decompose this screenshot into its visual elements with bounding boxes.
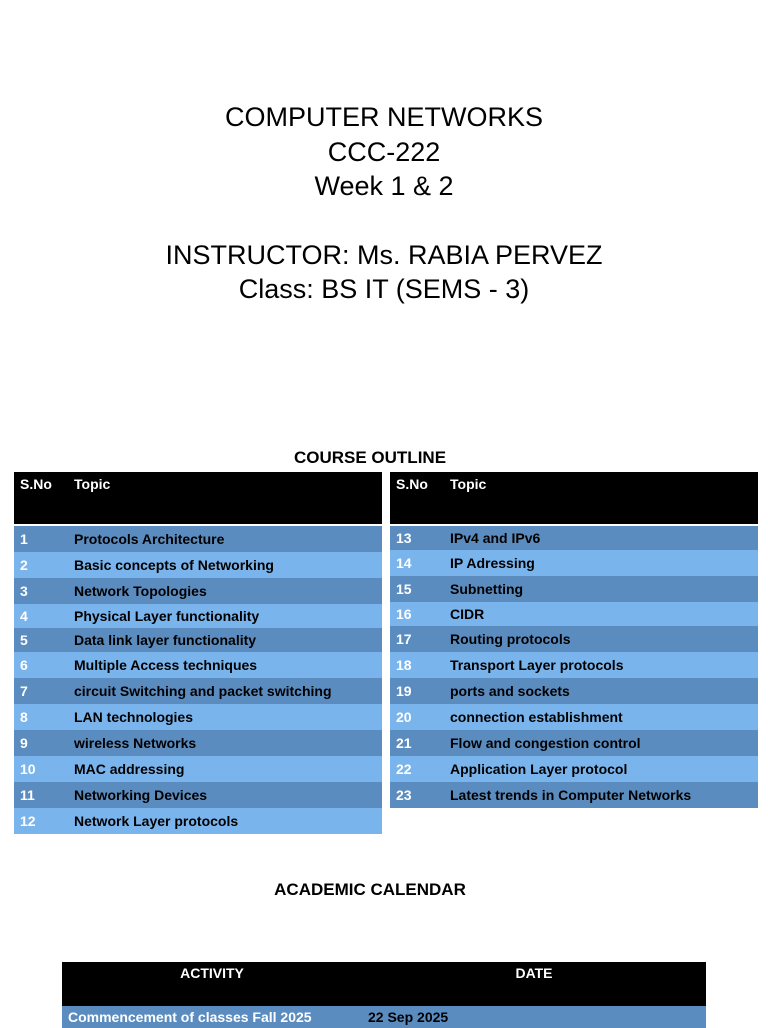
course-name: COMPUTER NETWORKS — [224, 102, 543, 132]
table-row — [14, 730, 382, 756]
header-sno: S.No — [390, 472, 444, 524]
row-sno: 18 — [390, 652, 444, 678]
row-sno: 10 — [14, 756, 68, 782]
table-row — [390, 550, 758, 576]
row-sno: 2 — [14, 552, 68, 578]
title-spacer — [0, 204, 768, 238]
table-row — [14, 782, 382, 808]
table-row — [14, 808, 382, 834]
row-topic: LAN technologies — [68, 704, 382, 730]
table-row — [14, 526, 382, 552]
row-sno: 15 — [390, 576, 444, 602]
academic-calendar-heading: ACADEMIC CALENDAR — [274, 880, 466, 899]
instructor-name: INSTRUCTOR: Ms. RABIA PERVEZ — [165, 239, 603, 270]
table-row — [390, 576, 758, 602]
row-sno: 9 — [14, 730, 68, 756]
table-row — [390, 756, 758, 782]
row-topic: circuit Switching and packet switching — [68, 678, 382, 704]
table-row — [14, 756, 382, 782]
row-topic: Physical Layer functionality — [68, 604, 382, 628]
row-sno: 7 — [14, 678, 68, 704]
outline-header-row — [14, 472, 382, 524]
row-topic: connection establishment — [444, 704, 758, 730]
row-sno: 3 — [14, 578, 68, 604]
table-row — [14, 578, 382, 604]
row-topic: Routing protocols — [444, 626, 758, 652]
course-outline-table-right — [390, 472, 758, 808]
course-code: CCC-222 — [327, 136, 441, 167]
row-sno: 19 — [390, 678, 444, 704]
table-row — [14, 628, 382, 652]
row-sno: 14 — [390, 550, 444, 576]
row-date: 22 Sep 2025 — [362, 1006, 706, 1028]
row-topic: Networking Devices — [68, 782, 382, 808]
outline-header-row — [390, 472, 758, 524]
course-outline-table-left — [14, 472, 382, 834]
row-sno: 8 — [14, 704, 68, 730]
table-row — [390, 626, 758, 652]
table-row — [14, 604, 382, 628]
row-topic: IPv4 and IPv6 — [444, 526, 758, 550]
class-label: Class: BS IT (SEMS - 3) — [238, 274, 530, 304]
table-row — [14, 552, 382, 578]
row-topic: MAC addressing — [68, 756, 382, 782]
row-topic: Subnetting — [444, 576, 758, 602]
table-row — [390, 602, 758, 626]
document-title-block — [0, 100, 768, 307]
table-row — [390, 704, 758, 730]
table-row — [390, 526, 758, 550]
row-topic: Network Topologies — [68, 578, 382, 604]
row-topic: ports and sockets — [444, 678, 758, 704]
row-topic: Multiple Access techniques — [68, 652, 382, 678]
row-sno: 4 — [14, 604, 68, 628]
header-activity: ACTIVITY — [62, 962, 362, 1006]
table-row — [14, 678, 382, 704]
row-topic: Network Layer protocols — [68, 808, 382, 834]
table-row — [390, 730, 758, 756]
row-topic: Transport Layer protocols — [444, 652, 758, 678]
row-sno: 20 — [390, 704, 444, 730]
table-row — [390, 678, 758, 704]
week-label: Week 1 & 2 — [314, 171, 454, 201]
row-sno: 1 — [14, 526, 68, 552]
table-row — [62, 1006, 706, 1028]
row-sno: 13 — [390, 526, 444, 550]
header-topic: Topic — [68, 472, 382, 524]
row-topic: wireless Networks — [68, 730, 382, 756]
row-topic: CIDR — [444, 602, 758, 626]
calendar-header-row — [62, 962, 706, 1006]
table-row — [14, 704, 382, 730]
row-sno: 21 — [390, 730, 444, 756]
header-topic: Topic — [444, 472, 758, 524]
row-topic: Basic concepts of Networking — [68, 552, 382, 578]
row-topic: Application Layer protocol — [444, 756, 758, 782]
header-date: DATE — [362, 962, 706, 1006]
table-row — [14, 652, 382, 678]
table-row — [390, 782, 758, 808]
row-topic: Protocols Architecture — [68, 526, 382, 552]
row-sno: 11 — [14, 782, 68, 808]
row-topic: Data link layer functionality — [68, 628, 382, 652]
row-activity: Commencement of classes Fall 2025 — [62, 1006, 362, 1028]
table-row — [390, 652, 758, 678]
row-topic: Latest trends in Computer Networks — [444, 782, 758, 808]
row-sno: 17 — [390, 626, 444, 652]
row-sno: 22 — [390, 756, 444, 782]
row-sno: 5 — [14, 628, 68, 652]
course-outline-heading: COURSE OUTLINE — [293, 448, 447, 467]
row-sno: 12 — [14, 808, 68, 834]
academic-calendar-table — [62, 962, 706, 1028]
row-topic: Flow and congestion control — [444, 730, 758, 756]
row-sno: 23 — [390, 782, 444, 808]
row-sno: 6 — [14, 652, 68, 678]
row-sno: 16 — [390, 602, 444, 626]
header-sno: S.No — [14, 472, 68, 524]
row-topic: IP Adressing — [444, 550, 758, 576]
